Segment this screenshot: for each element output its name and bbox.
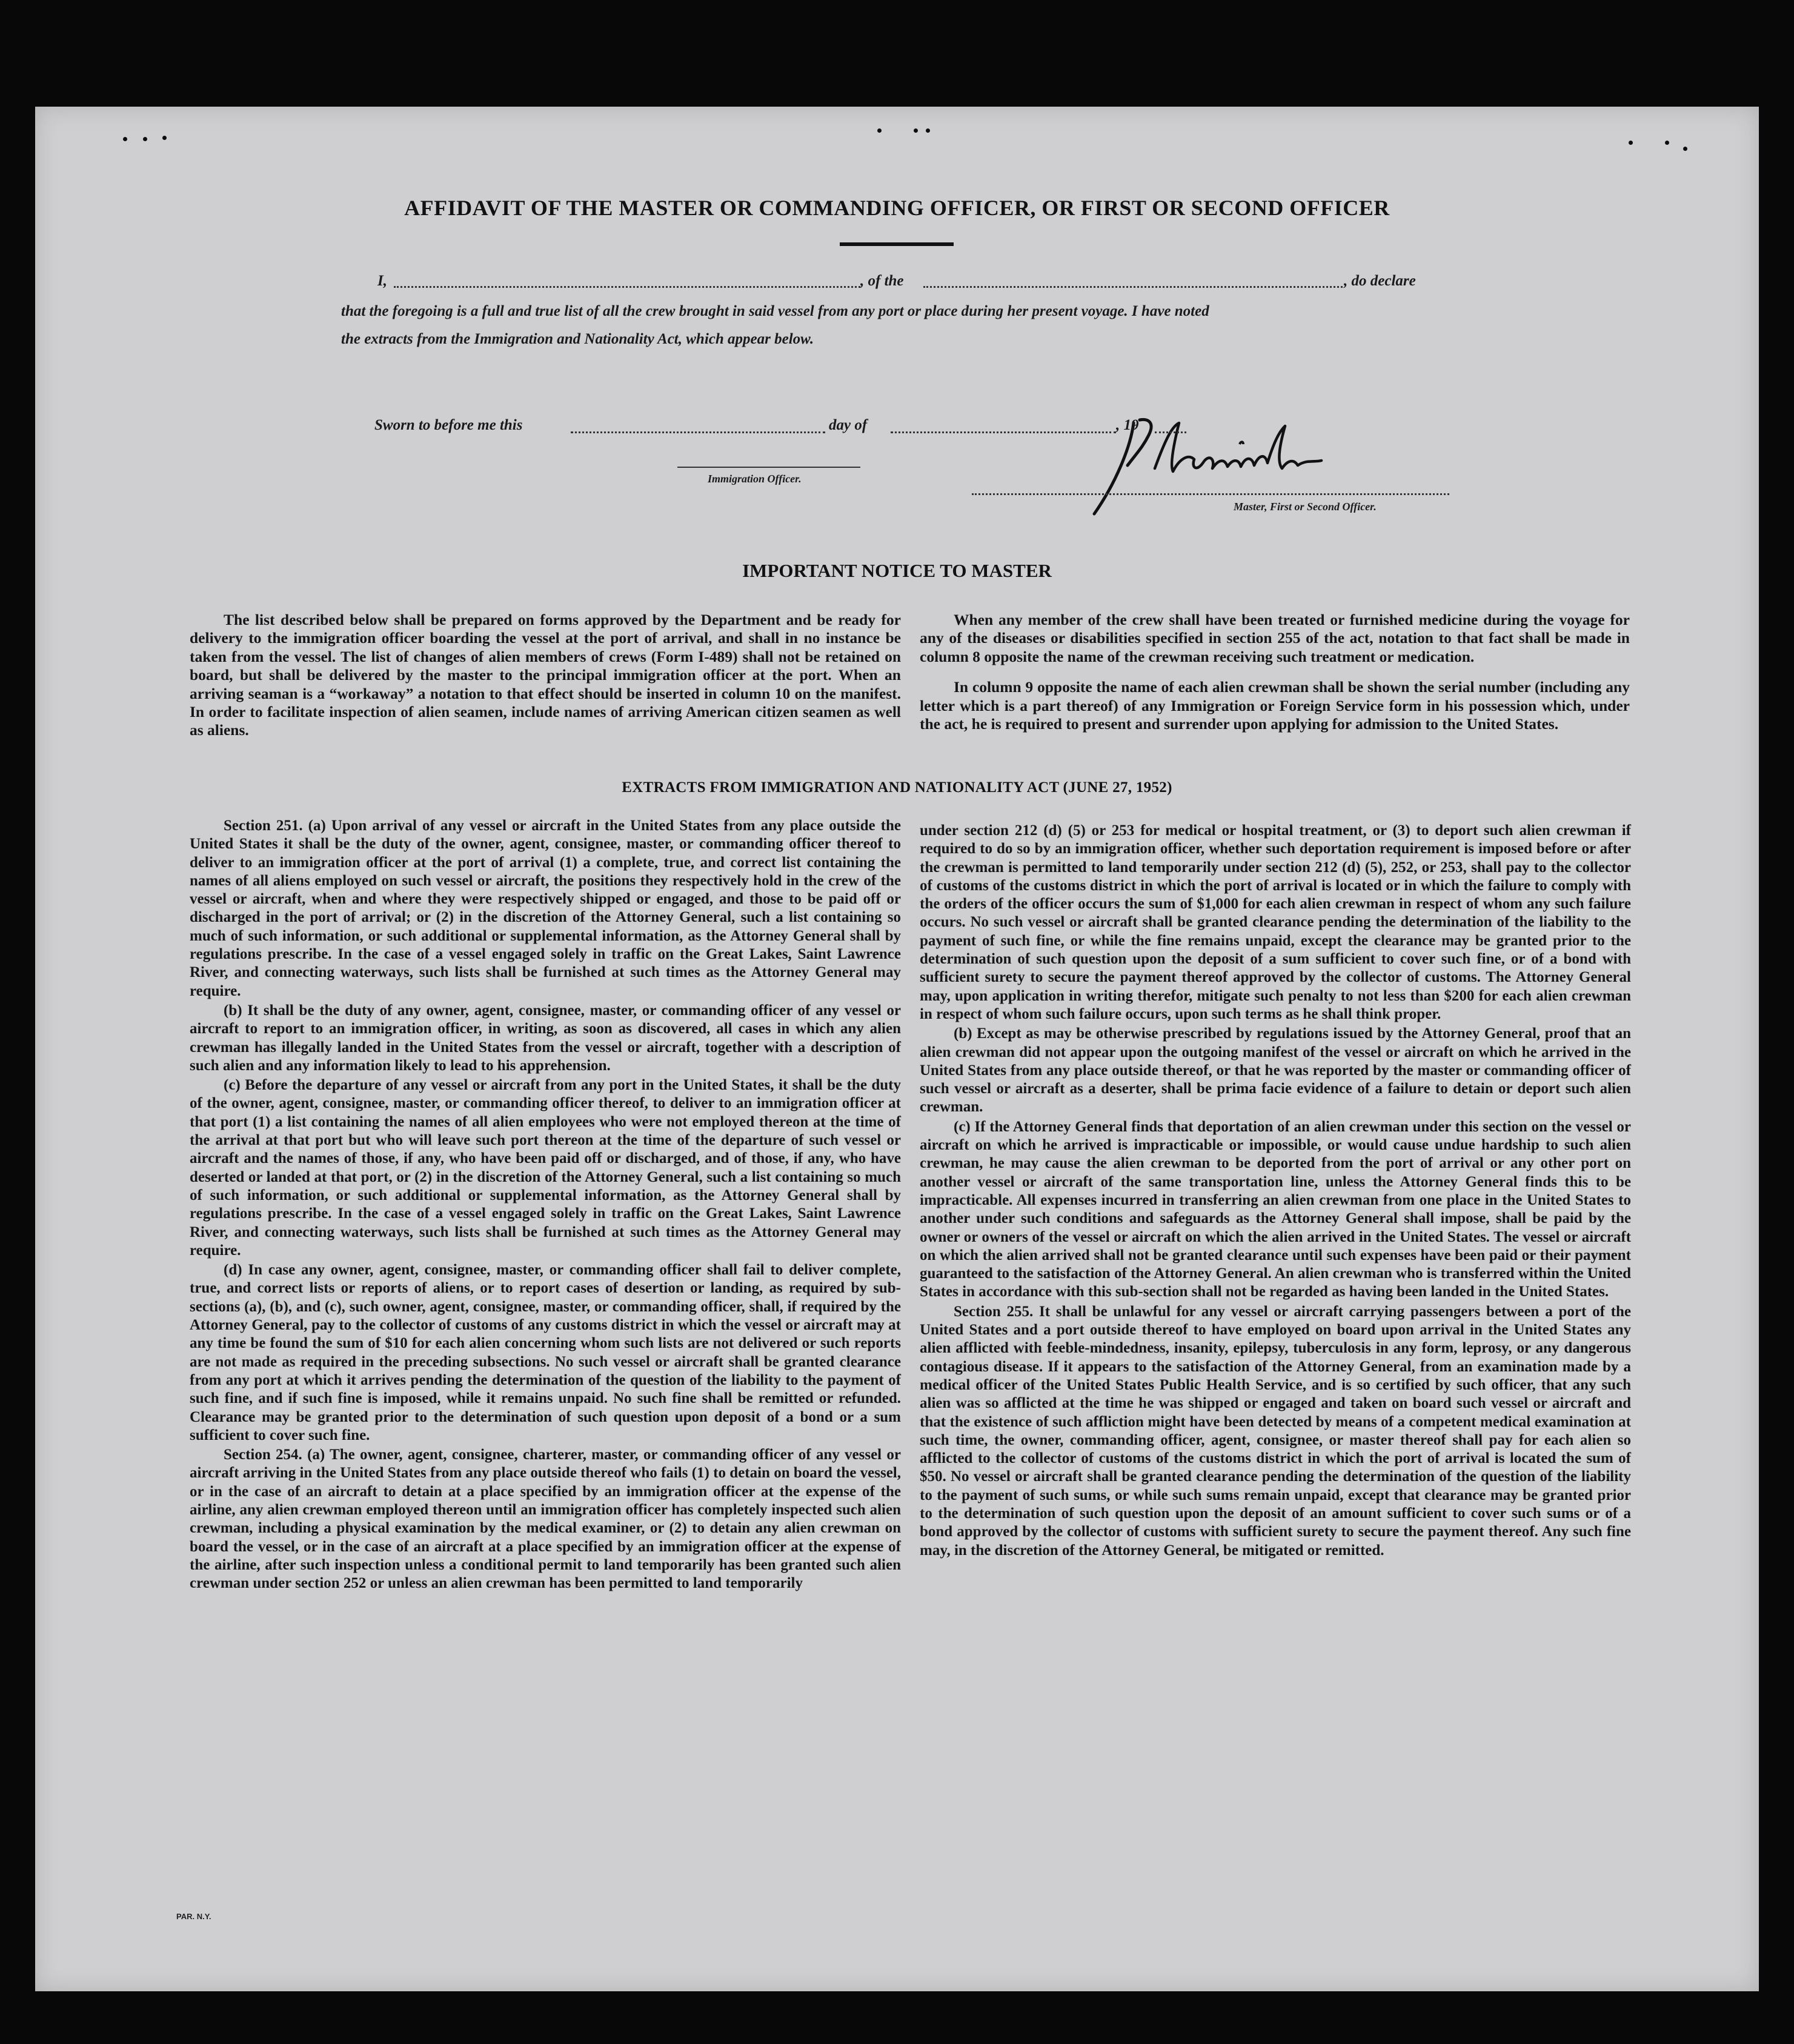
section-254-a-continued: under section 212 (d) (5) or 253 for medical or hospital treatment, or (3) to deport such alien crewman if required to do so by an immigration officer, whether such deportation requirement is imposed before or after the crewman is permitted to land temporarily under section 212 (d) (5), 252, or 253, shall pay to the collector of customs of the customs district in which the port of arrival is located or in which the failure to comply with the orders of the officer occurs the sum of $1,000 for each alien crewman in respect of whom any such failure occurs. No such vessel or aircraft shall be granted clearance pending the determination of the liability to the payment of such fine, or while the fine remains unpaid, except the clearance may be granted prior to the determination of such question upon the deposit of a sum sufficient to cover such fine, or of a bond with sufficient surety to secure the payment thereof approved by the collector of customs. The Attorney General may, upon application in writing therefor, mitigate such penalty to not less than $200 for each alien crewman in respect of whom such failure occurs, upon such terms as he shall think proper. <box>920 822 1631 1022</box>
notice-paragraph: The list described below shall be prepared on forms approved by the Department and be ready for delivery to the immigration officer boarding the vessel at the port of arrival, and shall in no instance be taken from the vessel. The list of changes of alien members of crews (Form I-489) shall not be retained on board, but shall be delivered by the master to the principal immigration officer at the port. When an arriving seaman is a “workaway” a notation to that effect should be inserted in column 10 on the manifest. In order to facilitate inspection of alien seamen, include names of arriving American citizen seamen as well as aliens. <box>190 611 901 739</box>
vessel-blank[interactable] <box>923 286 1343 288</box>
scan-dot <box>1629 141 1633 145</box>
day-of-label: day of <box>829 417 868 433</box>
affidavit-title: AFFIDAVIT OF THE MASTER OR COMMANDING OFFICER, OR FIRST OR SECOND OFFICER <box>404 196 1390 220</box>
section-251-d: (d) In case any owner, agent, consignee, master, or commanding officer shall fail to deliver complete, true, and correct lists or reports of aliens, or to report cases of desertion or landing, as required by sub-sections (a), (b), and (c), such owner, agent, consignee, master, or commanding officer, shall, if required by the Attorney General, pay to the collector of customs of any customs district in which the vessel or aircraft may at any time be found the sum of $10 for each alien concerning whom such lists are not delivered or such reports are not made as required in the preceding subsections. No such vessel or aircraft shall be granted clearance from any port at which it arrives pending the determination of the question of the liability to the payment of such fine, and if such fine is imposed, while it remains unpaid. No such fine shall be remitted or refunded. Clearance may be granted prior to the determination of such question upon deposit of a bond or a sum sufficient to cover such fine. <box>190 1262 901 1443</box>
declare-of-the: , of the <box>860 273 904 289</box>
year-label: , 19 <box>1116 417 1139 433</box>
sworn-year-blank[interactable] <box>1155 431 1186 433</box>
scan-dot <box>123 137 127 141</box>
master-signature-line[interactable] <box>972 493 1449 495</box>
printer-mark: PAR. N.Y. <box>176 1912 211 1921</box>
master-label: Master, First or Second Officer. <box>1234 501 1377 513</box>
scan-dot <box>1683 147 1687 151</box>
sworn-day-blank[interactable] <box>571 431 825 433</box>
notice-paragraph: When any member of the crew shall have been treated or furnished medicine during the voyage for any of the diseases or disabilities specified in section 255 of the act, notation to that fact shall be made in column 8 opposite the name of the crewman receiving such treatment or medication. <box>920 611 1630 665</box>
section-254-a: Section 254. (a) The owner, agent, consignee, charterer, master, or commanding officer of any vessel or aircraft arriving in the United States from any place outside thereof who fails (1) to detain on board the vessel, or in the case of an aircraft to detain at a place specified by an immigration officer at the expense of the airline, any alien crewman employed thereon until an immigration officer has completely inspected such alien crewman, including a physical examination by the medical examiner, or (2) to detain any alien crewman on board the vessel, or in the case of an aircraft at a place specified by an immigration officer at the expense of the airline, after such inspection unless a conditional permit to land temporarily has been granted such alien crewman under section 252 or unless an alien crewman has been permitted to land temporarily <box>190 1446 901 1592</box>
declare-end: , do declare <box>1344 273 1416 289</box>
officer-label: Immigration Officer. <box>708 473 802 485</box>
scan-dot <box>914 128 918 133</box>
scan-dot <box>143 137 147 141</box>
scan-dot <box>162 136 167 140</box>
section-251-b: (b) It shall be the duty of any owner, agent, consignee, master, or commanding officer of any vessel or aircraft to report to an immigration officer, in writing, as soon as discovered, all cases in which any alien crewman has illegally landed in the United States from the vessel or aircraft, together with a description of such alien and any information likely to lead to his apprehension. <box>190 1002 901 1074</box>
section-254-b: (b) Except as may be otherwise prescribed by regulations issued by the Attorney General, proof that an alien crewman did not appear upon the outgoing manifest of the vessel or aircraft on which he arrived in the United States from any place outside thereof, or that he was reported by the master or commanding officer of such vessel or aircraft as a deserter, shall be prima facie evidence of a failure to detain or deport such alien crewman. <box>920 1025 1631 1116</box>
extracts-heading: EXTRACTS FROM IMMIGRATION AND NATIONALITY ACT (JUNE 27, 1952) <box>622 779 1172 796</box>
form-page <box>35 107 1759 1991</box>
sworn-label: Sworn to before me this <box>374 417 523 433</box>
title-rule <box>840 242 954 246</box>
notice-heading: IMPORTANT NOTICE TO MASTER <box>742 560 1052 581</box>
declaration-line-2: that the foregoing is a full and true list of all the crew brought in said vessel from any port or place during her present voyage. I have noted <box>341 303 1209 319</box>
declaration-line-3: the extracts from the Immigration and Nationality Act, which appear below. <box>341 331 814 347</box>
notice-left-column <box>190 611 901 752</box>
scan-dot <box>877 128 882 133</box>
scan-dot <box>926 128 930 133</box>
officer-signature-line[interactable] <box>677 467 860 468</box>
notice-right-column <box>920 611 1630 745</box>
extracts-left-column <box>190 817 901 1594</box>
section-255: Section 255. It shall be unlawful for any vessel or aircraft carrying passengers between a port of the United States and a port outside thereof to have employed on board upon arrival in the United States any alien afflicted with feeble-mindedness, insanity, epilepsy, tuberculosis in any form, leprosy, or any dangerous contagious disease. If it appears to the satisfaction of the Attorney General, from an examination made by a medical officer of the United States Public Health Service, and is so certified by such officer, that any such alien was so afflicted at the time he was shipped or engaged and taken on board such vessel or aircraft and that the existence of such affliction might have been detected by means of a competent medical examination at such time, the owner, commanding officer, agent, consignee, or master thereof shall pay for each alien so afflicted to the collector of customs of the customs district in which the port of arrival is located the sum of $50. No vessel or aircraft shall be granted clearance pending the determination of the question of the liability to the payment of such sums, or while such sums remain unpaid, except that clearance may be granted prior to the determination of such question upon the deposit of an amount sufficient to cover such sums or of a bond approved by the collector of customs with sufficient surety to secure the payment thereof. Any such fine may, in the discretion of the Attorney General, be mitigated or remitted. <box>920 1303 1631 1559</box>
section-251-c: (c) Before the departure of any vessel or aircraft from any port in the United States, it shall be the duty of the owner, agent, consignee, master, or commanding officer thereof, to deliver to an immigration officer at that port (1) a list containing the names of all alien employees who were not employed thereon at the time of the arrival at that port but who will leave such port thereon at the time of the departure of such vessel or aircraft and the names of those, if any, who have been paid off or discharged, and of those, if any, who have deserted or landed at that port, or (2) in the discretion of the Attorney General, such a list containing so much of such information, or such additional or supplemental information, as the Attorney General shall by regulations prescribe. In the case of a vessel engaged solely in traffic on the Great Lakes, Saint Lawrence River, and connecting waterways, such lists shall be furnished at such times as the Attorney General may require. <box>190 1077 901 1259</box>
section-254-c: (c) If the Attorney General finds that deportation of an alien crewman under this section on the vessel or aircraft on which he arrived is impracticable or impossible, or would cause undue hardship to such alien crewman, he may cause the alien crewman to be deported from the port of arrival or any other port on another vessel or aircraft of the same transportation line, unless the Attorney General finds this to be impracticable. All expenses incurred in transferring an alien crewman from one place in the United States to another under such conditions and safeguards as the Attorney General shall impose, shall be paid by the owner or owners of the vessel or aircraft on which the alien arrived in the United States. The vessel or aircraft on which the alien arrived shall not be granted clearance until such expenses have been paid or their payment guaranteed to the satisfaction of the Attorney General. An alien crewman who is transferred within the United States in accordance with this sub-section shall not be regarded as having been landed in the United States. <box>920 1118 1631 1300</box>
notice-paragraph: In column 9 opposite the name of each alien crewman shall be shown the serial number (including any letter which is a part thereof) of any Immigration or Foreign Service form in his possession which, under the act, he is required to present and surrender upon applying for admission to the United States. <box>920 678 1630 733</box>
declare-i: I, <box>377 273 387 289</box>
extracts-right-column <box>920 822 1631 1561</box>
section-251-a: Section 251. (a) Upon arrival of any vessel or aircraft in the United States from any place outside the United States it shall be the duty of the owner, agent, consignee, master, or commanding officer thereof to deliver to an immigration officer at the port of arrival (1) a complete, true, and correct list containing the names of all aliens employed on such vessel or aircraft, the positions they respectively hold in the crew of the vessel or aircraft, when and where they were respectively shipped or engaged, and those to be paid off or discharged in the port of arrival; or (2) in the discretion of the Attorney General, such a list containing so much of such information, or such additional or supplemental information, as the Attorney General shall by regulations prescribe. In the case of a vessel engaged solely in traffic on the Great Lakes, Saint Lawrence River, and connecting waterways, such lists shall be furnished at such times as the Attorney General may require. <box>190 817 901 999</box>
name-blank[interactable] <box>394 286 860 288</box>
sworn-month-blank[interactable] <box>891 431 1116 433</box>
scan-dot <box>1665 141 1669 145</box>
